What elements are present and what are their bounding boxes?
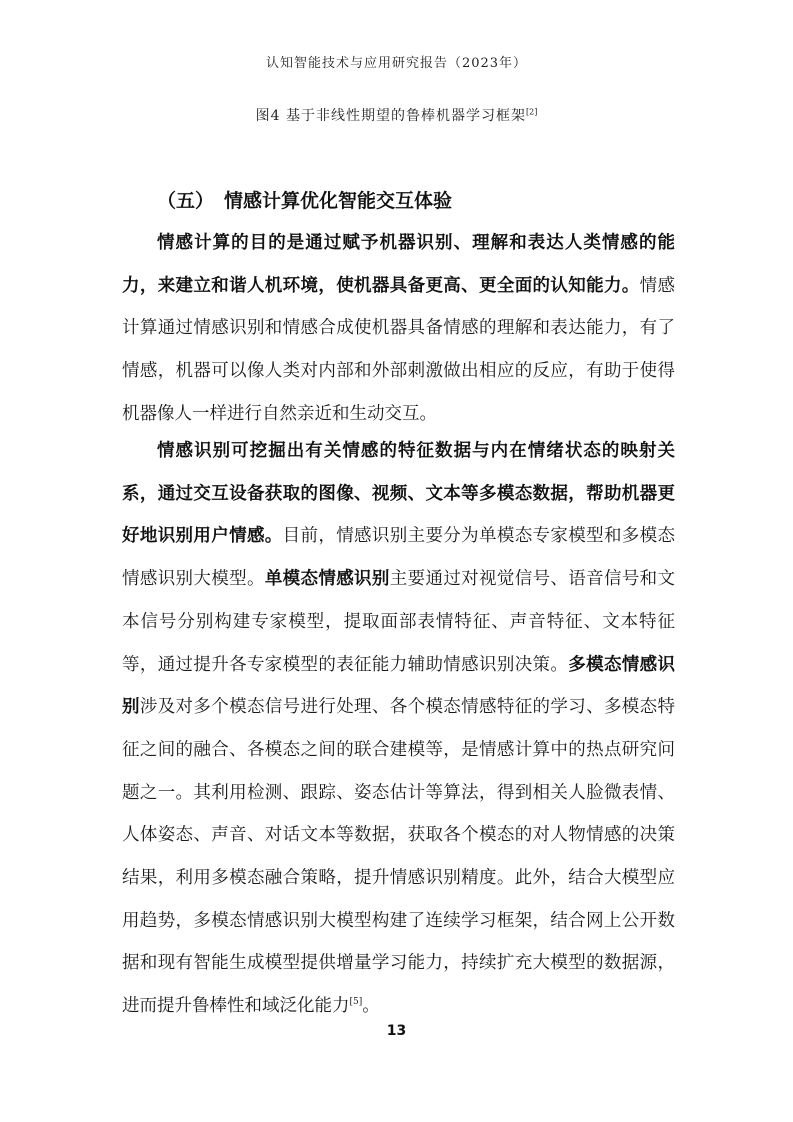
running-header: 认知智能技术与应用研究报告（2023年） [265,56,528,71]
paragraph-1 [122,222,675,436]
section-title: 情感计算优化智能交互体验 [224,190,453,212]
paragraph-2-body-2: 主要通过对视觉信号、语音信号和文本信号分别构建专家模型，提取面部表情特征、声音特征、文本特征等，通过提升各专家模型的表征能力辅助情感识别决策。 [122,569,676,675]
term-single-modal: 单模态情感识别 [264,569,390,590]
figure-caption [0,105,793,125]
figure-caption-text: 图4 基于非线性期望的鲁棒机器学习框架 [255,108,526,124]
paragraph-2-lead: 情感识别可挖掘出有关情感的特征数据与内在情绪状态的映射关系，通过交互设备获取的图像、视频、文本等多模态数据，帮助机器更好地识别用户情感。 [122,441,675,547]
page-number: 13 [386,1023,407,1039]
figure-citation: [2] [526,107,538,117]
section-heading [157,186,452,213]
paragraph-2-body-3: 涉及对多个模态信号进行处理、各个模态情感特征的学习、多模态特征之间的融合、各模态之间的联合建模等，是情感计算中的热点研究问题之一。其利用检测、跟踪、姿态估计等算法，得到相关人脸微表情、人体姿态、声音、对话文本等数据，获取各个模态的对人物情感的决策结果，利用多模态融合策略，提升情感识别精度。此外，结合大模型应用趋势，多模态情感识别大模型构建了连续学习框架，结合网上公开数据和现有智能生成模型提供增量学习能力，持续扩充大模型的数据源，进而提升鲁棒性和域泛化能力 [122,697,676,1017]
paragraph-2-body-1: 目前，情感识别主要分为单模态专家模型和多模态情感识别大模型。 [122,526,676,590]
paragraph-2-end: 。 [362,996,380,1017]
paragraph-1-body: 情感计算通过情感识别和情感合成使机器具备情感的理解和表达能力，有了情感，机器可以像人类对内部和外部刺激做出相应的反应，有助于使得机器像人一样进行自然亲近和生动交互。 [122,275,676,424]
paragraph-2 [122,430,675,1028]
section-number: （五） [157,190,215,212]
paragraph-2-citation: [5] [349,997,363,1008]
paragraph-1-lead: 情感计算的目的是通过赋予机器识别、理解和表达人类情感的能力，来建立和谐人机环境，使机器具备更高、更全面的认知能力。 [122,233,675,296]
term-multi-modal: 多模态情感识别 [122,654,675,718]
